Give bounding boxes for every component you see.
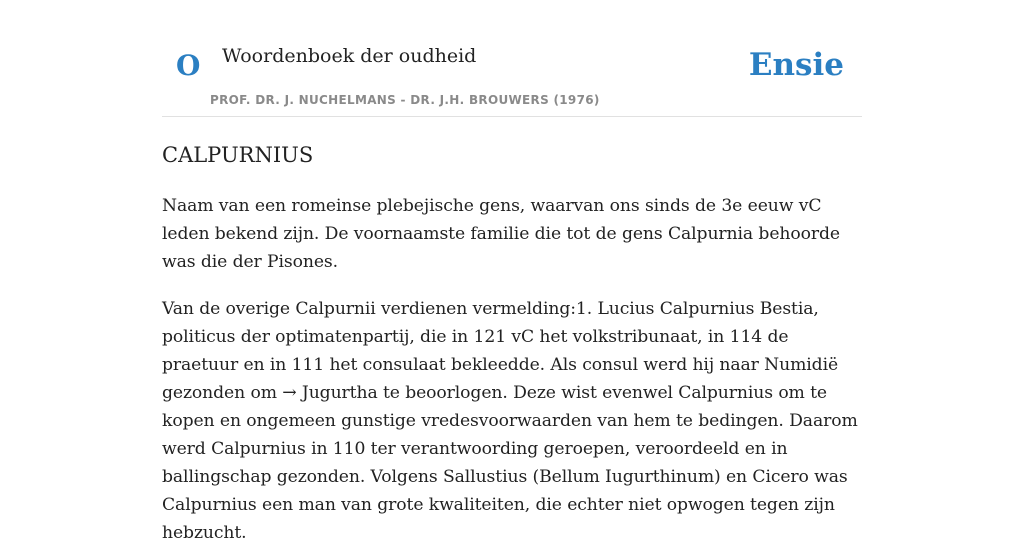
article-paragraph: Van de overige Calpurnii verdienen vermelding:1. Lucius Calpurnius Bestia, politicus der optimatenpartij, die in 121 vC het volkstribunaat, in 114 de praetuur en in 111 het consulaat bekleedde. Als consul werd hij naar Numidië gezonden om → Jugurtha te beoorlogen. Deze wist evenwel Calpurnius om te kopen en ongemeen gunstige vredesvoorwaarden van hem te bedingen. Daarom werd Calpurnius in 110 ter verantwoording geroepen, veroordeeld en in ballingschap gezonden. Volgens Sallustius (Bellum Iugurthinum) en Cicero was Calpurnius een man van grote kwaliteiten, die echter niet opwogen tegen zijn hebzucht.	[162, 299, 858, 543]
index-letter[interactable]: O	[176, 49, 201, 82]
book-authors: PROF. DR. J. NUCHELMANS - DR. J.H. BROUWERS (1976)	[210, 93, 600, 107]
brand-logo-link[interactable]: Ensie	[748, 47, 844, 83]
book-title[interactable]: Woordenboek der oudheid	[222, 45, 477, 67]
article	[162, 116, 862, 547]
article-paragraph: Naam van een romeinse plebejische gens, waarvan ons sinds de 3e eeuw vC leden bekend zijn. De voornaamste familie die tot de gens Calpurnia behoorde was die der Pisones.	[162, 196, 840, 272]
entry-title: CALPURNIUS	[162, 143, 314, 167]
page-header	[162, 0, 862, 117]
